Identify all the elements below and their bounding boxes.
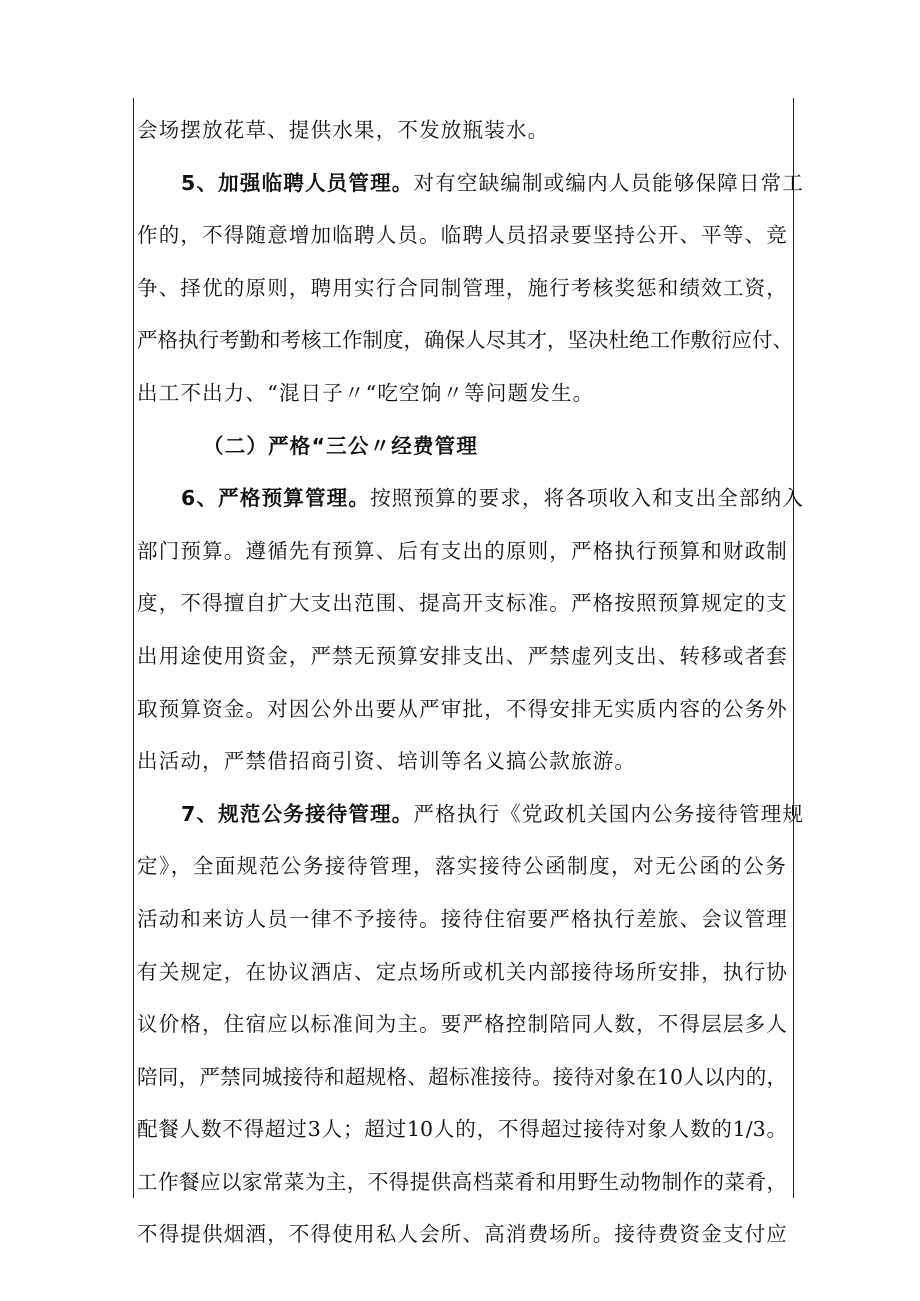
item-5-title: 5、加强临聘人员管理。 (181, 170, 414, 195)
paragraph-line: 工作餐应以家常菜为主，不得提供高档菜肴和用野生动物制作的菜肴， (137, 1169, 787, 1194)
paragraph-line: 出工不出力、“混日子〃“吃空饷〃等问题发生。 (137, 380, 595, 405)
paragraph-line: 不得提供烟酒，不得使用私人会所、高消费场所。接待费资金支付应 (137, 1222, 788, 1247)
item-5-text: 对有空缺编制或编内人员能够保障日常工 (413, 170, 805, 195)
section-2-heading: （二）严格“三公〃经费管理 (203, 433, 479, 458)
item-6-text: 按照预算的要求，将各项收入和支出全部纳入 (370, 486, 805, 511)
document-body (137, 104, 805, 1261)
paragraph-line: 有关规定，在协议酒店、定点场所或机关内部接待场所安排，执行协 (137, 959, 788, 984)
paragraph-line: 争、择优的原则，聘用实行合同制管理，施行考核奖惩和绩效工资， (137, 275, 788, 300)
item-7-text: 严格执行《党政机关国内公务接待管理规 (413, 801, 805, 826)
paragraph-line: 度，不得擅自扩大支出范围、提高开支标准。严格按照预算规定的支 (137, 591, 788, 616)
paragraph-line: 陪同，严禁同城接待和超规格、超标准接待。接待对象在10人以内的， (137, 1064, 787, 1089)
paragraph-line: 出用途使用资金，严禁无预算安排支出、严禁虚列支出、转移或者套 (137, 643, 788, 668)
paragraph-line: 定》，全面规范公务接待管理，落实接待公函制度，对无公函的公务 (137, 854, 787, 879)
paragraph-line: 出活动，严禁借招商引资、培训等名义搞公款旅游。 (137, 749, 637, 774)
section-heading (137, 420, 787, 473)
paragraph-line: 部门预算。遵循先有预算、后有支出的原则，严格执行预算和财政制 (137, 538, 788, 563)
paragraph-line: 取预算资金。对因公外出要从严审批，不得安排无实质内容的公务外 (137, 696, 788, 721)
paragraph-line: 配餐人数不得超过3人；超过10人的，不得超过接待对象人数的1/3。 (137, 1117, 787, 1142)
paragraph-line: 作的，不得随意增加临聘人员。临聘人员招录要坚持公开、平等、竞 (137, 223, 788, 248)
item-6-line-1 (137, 472, 805, 525)
item-5-line-1 (137, 157, 805, 210)
paragraph-line: 会场摆放花草、提供水果，不发放瓶装水。 (137, 118, 550, 142)
item-6-title: 6、严格预算管理。 (181, 486, 371, 511)
paragraph-line: 活动和来访人员一律不予接待。接待住宿要严格执行差旅、会议管理 (137, 906, 788, 931)
paragraph-line: 严格执行考勤和考核工作制度，确保人尽其才，坚决杜绝工作敷衍应付、 (137, 328, 793, 353)
item-7-line-1 (137, 788, 805, 841)
paragraph-line: 议价格，住宿应以标准间为主。要严格控制陪同人数，不得层层多人 (137, 1012, 788, 1037)
item-7-title: 7、规范公务接待管理。 (181, 801, 414, 826)
